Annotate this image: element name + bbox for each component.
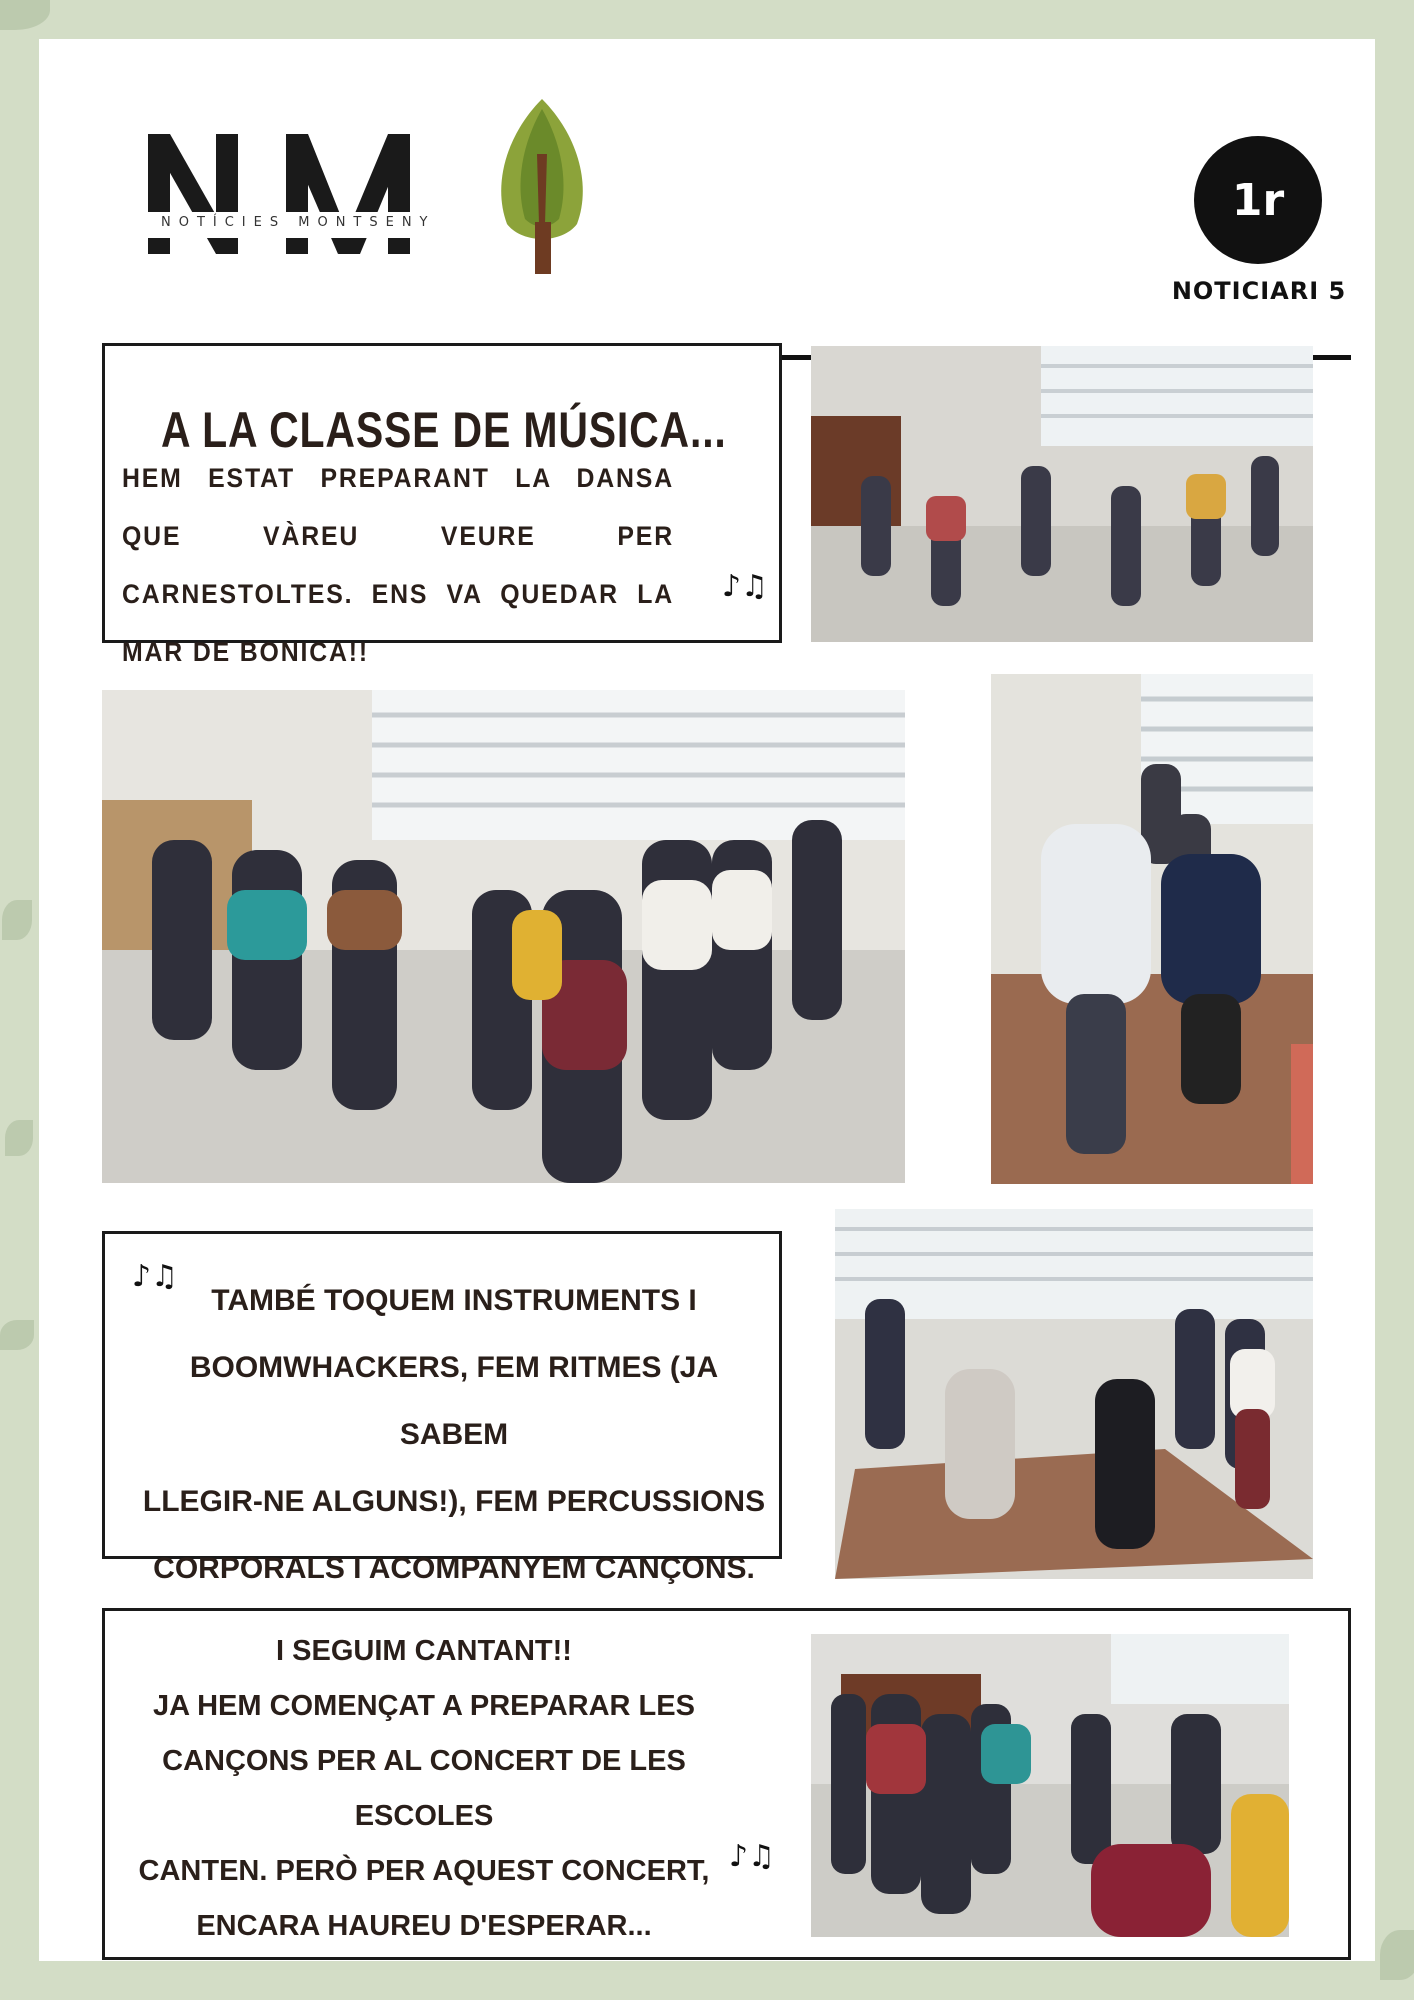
music-notes-icon: ♪♫ (132, 1259, 179, 1294)
text-line: ENCARA HAUREU D'ESPERAR... (196, 1910, 652, 1942)
newsletter-page (39, 39, 1375, 1961)
text-line: I SEGUIM CANTANT!! (276, 1635, 572, 1667)
photo-dancing-classroom-3 (991, 674, 1313, 1184)
logo-subtitle: NOTÍCIES MONTSENY (157, 215, 440, 230)
nm-logo (108, 94, 508, 274)
section-title: A LA CLASSE DE MÚSICA... (161, 402, 727, 458)
decorative-leaf (2, 900, 32, 940)
music-notes-icon: ♪♫ (722, 569, 769, 604)
issue-label: NOTICIARI 5 (1171, 277, 1347, 305)
instruments-text (139, 1267, 769, 1602)
text-line: CANTEN. PERÒ PER AQUEST CONCERT, (138, 1855, 710, 1887)
photo-dancing-classroom-1 (811, 346, 1313, 642)
photo-dancing-classroom-5 (811, 1634, 1289, 1937)
text-line: JA HEM COMENÇAT A PREPARAR LES (153, 1690, 695, 1722)
text-line: TAMBÉ TOQUEM INSTRUMENTS I (211, 1284, 697, 1317)
music-notes-icon: ♪♫ (729, 1839, 776, 1874)
photo-dancing-classroom-4 (835, 1209, 1313, 1579)
text-line: CORPORALS I ACOMPANYEM CANÇONS. (153, 1552, 755, 1585)
singing-text (129, 1624, 719, 1954)
decorative-leaf (0, 1320, 34, 1350)
decorative-leaf (0, 0, 50, 30)
text-line: BOOMWHACKERS, FEM RITMES (JA SABEM (189, 1351, 719, 1451)
photo-dancing-classroom-2 (102, 690, 905, 1183)
section-body: HEM ESTAT PREPARANT LA DANSA QUE VÀREU VEURE PER CARNESTOLTES. ENS VA QUEDAR LA MAR DE BONICA!! (122, 463, 674, 667)
text-line: CANÇONS PER AL CONCERT DE LES ESCOLES (162, 1745, 686, 1832)
text-line: LLEGIR-NE ALGUNS!), FEM PERCUSSIONS (142, 1485, 766, 1518)
tree-logo-icon (487, 94, 597, 279)
decorative-leaf (1380, 1930, 1414, 1980)
grade-badge: 1r (1194, 136, 1322, 264)
decorative-leaf (5, 1120, 33, 1156)
